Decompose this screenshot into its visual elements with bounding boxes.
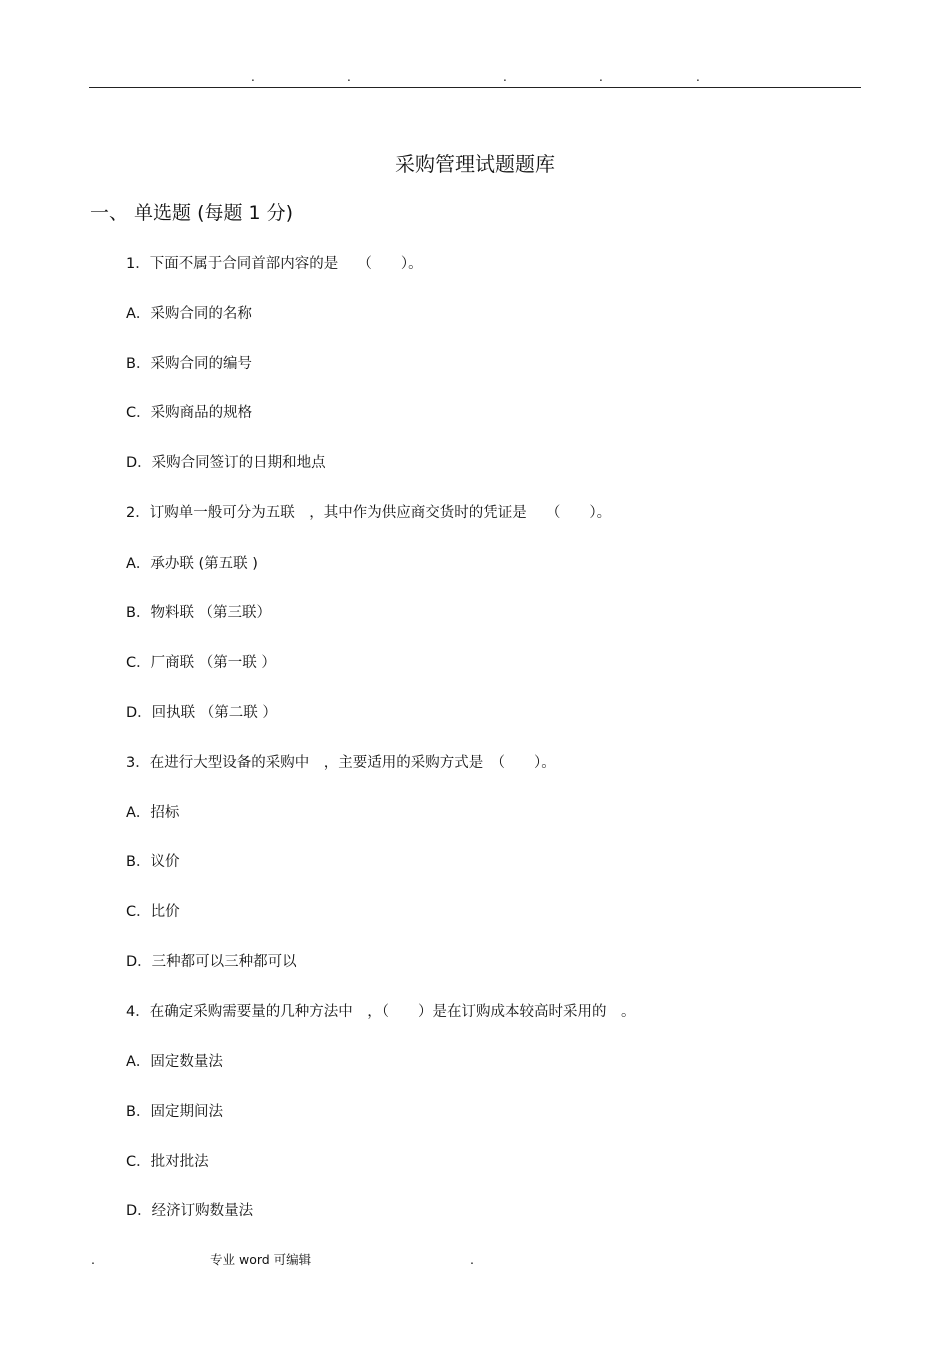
option-line: B．议价: [126, 854, 180, 870]
option-line: B．采购合同的编号: [126, 356, 252, 372]
option-line: C．批对批法: [126, 1154, 209, 1170]
header-dots: [0, 70, 950, 84]
option-line: B．物料联 （第三联）: [126, 605, 272, 621]
footer-dot-left: .: [91, 1252, 95, 1267]
option-line: D．回执联 （第二联 ）: [126, 705, 277, 721]
page-footer: [0, 1250, 950, 1270]
footer-text: 专业 word 可编辑: [210, 1252, 312, 1267]
option-line: A．招标: [126, 805, 180, 821]
section-heading: 一、 单选题 (每题 1 分): [90, 202, 294, 224]
question-1: 1．下面不属于合同首部内容的是 （ ）。: [126, 256, 423, 272]
option-line: B．固定期间法: [126, 1104, 223, 1120]
header-dot: .: [696, 70, 700, 84]
option-line: C．厂商联 （第一联 ）: [126, 655, 276, 671]
option-line: A．固定数量法: [126, 1054, 223, 1070]
header-dot: .: [347, 70, 351, 84]
header-rule: [89, 87, 861, 88]
footer-dot-right: .: [470, 1252, 474, 1267]
question-3: 3．在进行大型设备的采购中 ，主要适用的采购方式是 （ ）。: [126, 755, 556, 771]
option-line: C．比价: [126, 904, 180, 920]
option-line: A．采购合同的名称: [126, 306, 252, 322]
question-4: 4．在确定采购需要量的几种方法中 ，（ ）是在订购成本较高时采用的 。: [126, 1004, 636, 1020]
header-dot: .: [503, 70, 507, 84]
option-line: A．承办联 (第五联 ): [126, 556, 258, 572]
option-line: D．经济订购数量法: [126, 1203, 254, 1219]
option-line: D．三种都可以三种都可以: [126, 954, 297, 970]
option-line: D．采购合同签订的日期和地点: [126, 455, 326, 471]
header-dot: .: [599, 70, 603, 84]
header-dot: .: [251, 70, 255, 84]
option-line: C．采购商品的规格: [126, 405, 253, 421]
document-title: 采购管理试题题库: [395, 152, 555, 176]
question-2: 2．订购单一般可分为五联 ，其中作为供应商交货时的凭证是 （ ）。: [126, 505, 612, 521]
